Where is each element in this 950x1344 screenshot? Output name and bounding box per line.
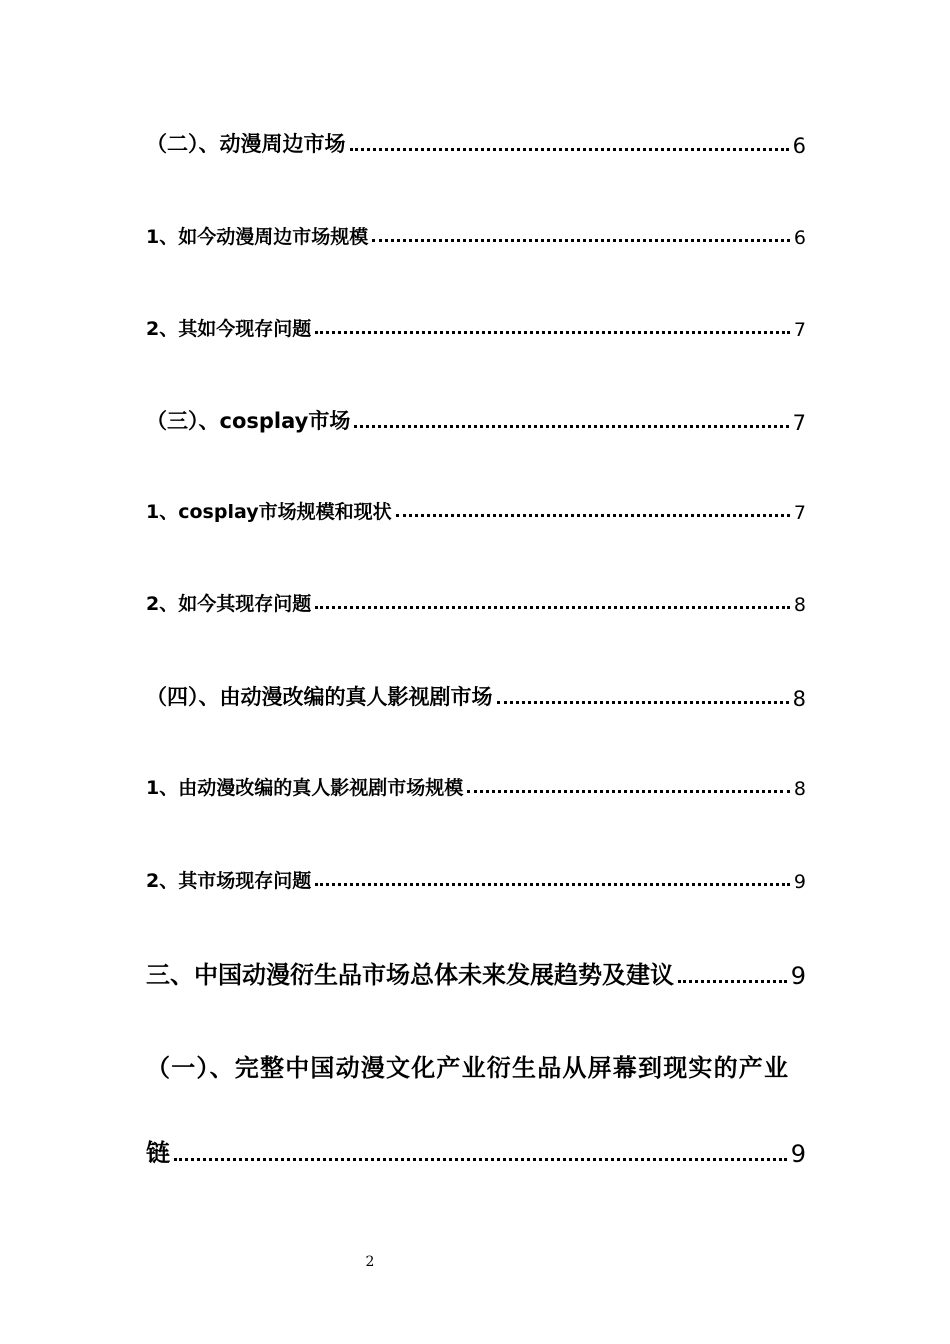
- toc-label: 2、其市场现存问题: [146, 870, 312, 892]
- toc-label-line1: （一）、完整中国动漫文化产业衍生品从屏幕到现实的产业: [146, 1054, 790, 1082]
- toc-entry-item[interactable]: [146, 314, 806, 341]
- toc-label-line2: 链: [146, 1139, 170, 1167]
- toc-label: 2、如今其现存问题: [146, 593, 312, 615]
- toc-page-number: 7: [792, 411, 806, 435]
- dot-leader: [350, 148, 789, 151]
- toc-page-number: 9: [793, 871, 806, 893]
- toc-label: 三、中国动漫衍生品市场总体未来发展趋势及建议: [146, 961, 674, 989]
- toc-page-number: 9: [790, 962, 806, 990]
- dot-leader: [315, 606, 790, 609]
- toc-label: 2、其如今现存问题: [146, 318, 312, 340]
- dot-leader: [396, 514, 790, 517]
- toc-label: 1、由动漫改编的真人影视剧市场规模: [146, 777, 464, 799]
- dot-leader: [315, 331, 790, 334]
- toc-label-line2-row: [146, 1133, 806, 1168]
- toc-page-number: 9: [790, 1140, 806, 1168]
- toc-page-number: 7: [793, 319, 806, 341]
- dot-leader: [467, 790, 790, 793]
- toc-label: （二）、动漫周边市场: [146, 132, 346, 156]
- toc-entry-item[interactable]: [146, 589, 806, 616]
- toc-entry-item[interactable]: [146, 222, 806, 249]
- toc-entry-section-4[interactable]: [146, 681, 806, 711]
- toc-page-number: 8: [792, 687, 806, 711]
- toc-page-number: 7: [793, 502, 806, 524]
- toc-page-number: 8: [793, 594, 806, 616]
- dot-leader: [315, 883, 790, 886]
- toc-label: （四）、由动漫改编的真人影视剧市场: [146, 685, 493, 709]
- toc-label: 1、cosplay市场规模和现状: [146, 501, 392, 523]
- toc-page-number: 6: [792, 134, 806, 158]
- dot-leader: [678, 980, 787, 983]
- toc-entry-item[interactable]: [146, 773, 806, 800]
- toc-entry-chapter-3[interactable]: [146, 955, 806, 990]
- toc-entry-item[interactable]: [146, 866, 806, 893]
- toc-label: 1、如今动漫周边市场规模: [146, 226, 369, 248]
- dot-leader: [372, 239, 790, 242]
- toc-page-number: 6: [793, 227, 806, 249]
- toc-entry-item[interactable]: [146, 497, 806, 524]
- toc-page-number: 8: [793, 778, 806, 800]
- dot-leader: [497, 701, 789, 704]
- toc-entry-section-2[interactable]: [146, 128, 806, 158]
- dot-leader: [354, 425, 788, 428]
- toc-label: （三）、cosplay市场: [146, 409, 351, 433]
- dot-leader: [174, 1158, 787, 1161]
- toc-entry-section-3[interactable]: [146, 405, 806, 435]
- page-number: 2: [365, 1254, 375, 1270]
